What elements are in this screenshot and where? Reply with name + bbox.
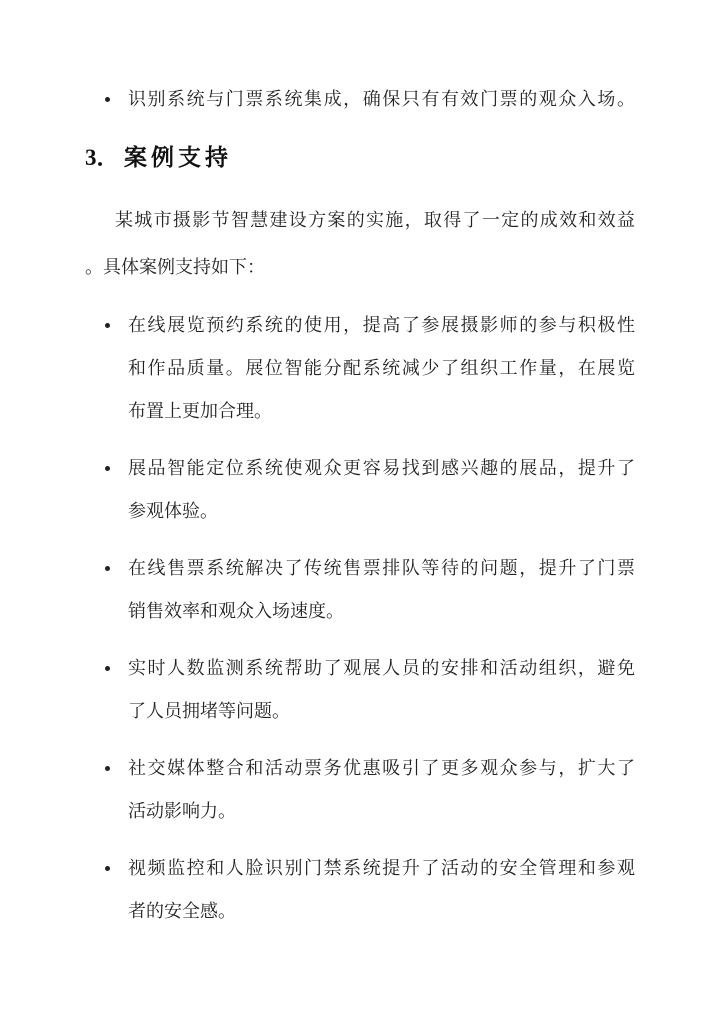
- case-bullet-item: [85, 547, 635, 633]
- text-line: 在线售票系统解决了传统售票排队等待的问题，提升了门票: [128, 558, 635, 578]
- case-bullet-item: [85, 447, 635, 533]
- lead-bullet-lines: [128, 78, 635, 121]
- case-bullet-item: [85, 747, 635, 833]
- bullet-dot-icon: [105, 566, 110, 571]
- case-bullet-lines: [128, 647, 635, 733]
- case-bullet-lines: [128, 847, 635, 933]
- case-bullet-item: [85, 847, 635, 933]
- text-line: 在线展览预约系统的使用，提高了参展摄影师的参与积极性: [128, 315, 635, 335]
- text-line: 和作品质量。展位智能分配系统减少了组织工作量，在展览: [128, 358, 635, 378]
- intro-paragraph: [85, 197, 635, 291]
- section-heading-number: 3．: [85, 145, 120, 170]
- text-line: 活动影响力。: [128, 801, 236, 821]
- text-line: 布置上更加合理。: [128, 401, 272, 421]
- case-bullet-lines: [128, 447, 635, 533]
- text-line: 。具体案例支持如下：: [85, 257, 265, 277]
- case-bullet-lines: [128, 304, 635, 433]
- text-line: 了人员拥堵等问题。: [128, 701, 290, 721]
- bullet-dot-icon: [105, 866, 110, 871]
- text-line: 参观体验。: [128, 501, 218, 521]
- bullet-dot-icon: [105, 466, 110, 471]
- section-heading-title: 案例支持: [124, 145, 232, 170]
- text-line: 识别系统与门票系统集成，确保只有有效门票的观众入场。: [128, 89, 635, 109]
- text-line: 社交媒体整合和活动票务优惠吸引了更多观众参与，扩大了: [128, 758, 635, 778]
- text-line: 者的安全感。: [128, 901, 236, 921]
- section-heading: [85, 143, 635, 173]
- case-bullet-lines: [128, 547, 635, 633]
- lead-bullet-item: [85, 78, 635, 121]
- text-line: 销售效率和观众入场速度。: [128, 601, 344, 621]
- text-line: 某城市摄影节智慧建设方案的实施，取得了一定的成效和效益: [115, 210, 635, 230]
- bullet-dot-icon: [105, 666, 110, 671]
- case-bullet-item: [85, 304, 635, 433]
- bullet-dot-icon: [105, 97, 110, 102]
- case-bullet-item: [85, 647, 635, 733]
- text-line: 实时人数监测系统帮助了观展人员的安排和活动组织，避免: [128, 658, 635, 678]
- text-line: 展品智能定位系统使观众更容易找到感兴趣的展品，提升了: [128, 458, 635, 478]
- case-bullet-lines: [128, 747, 635, 833]
- bullet-dot-icon: [105, 766, 110, 771]
- bullet-dot-icon: [105, 323, 110, 328]
- text-line: 视频监控和人脸识别门禁系统提升了活动的安全管理和参观: [128, 858, 635, 878]
- case-bullet-list: [85, 304, 635, 933]
